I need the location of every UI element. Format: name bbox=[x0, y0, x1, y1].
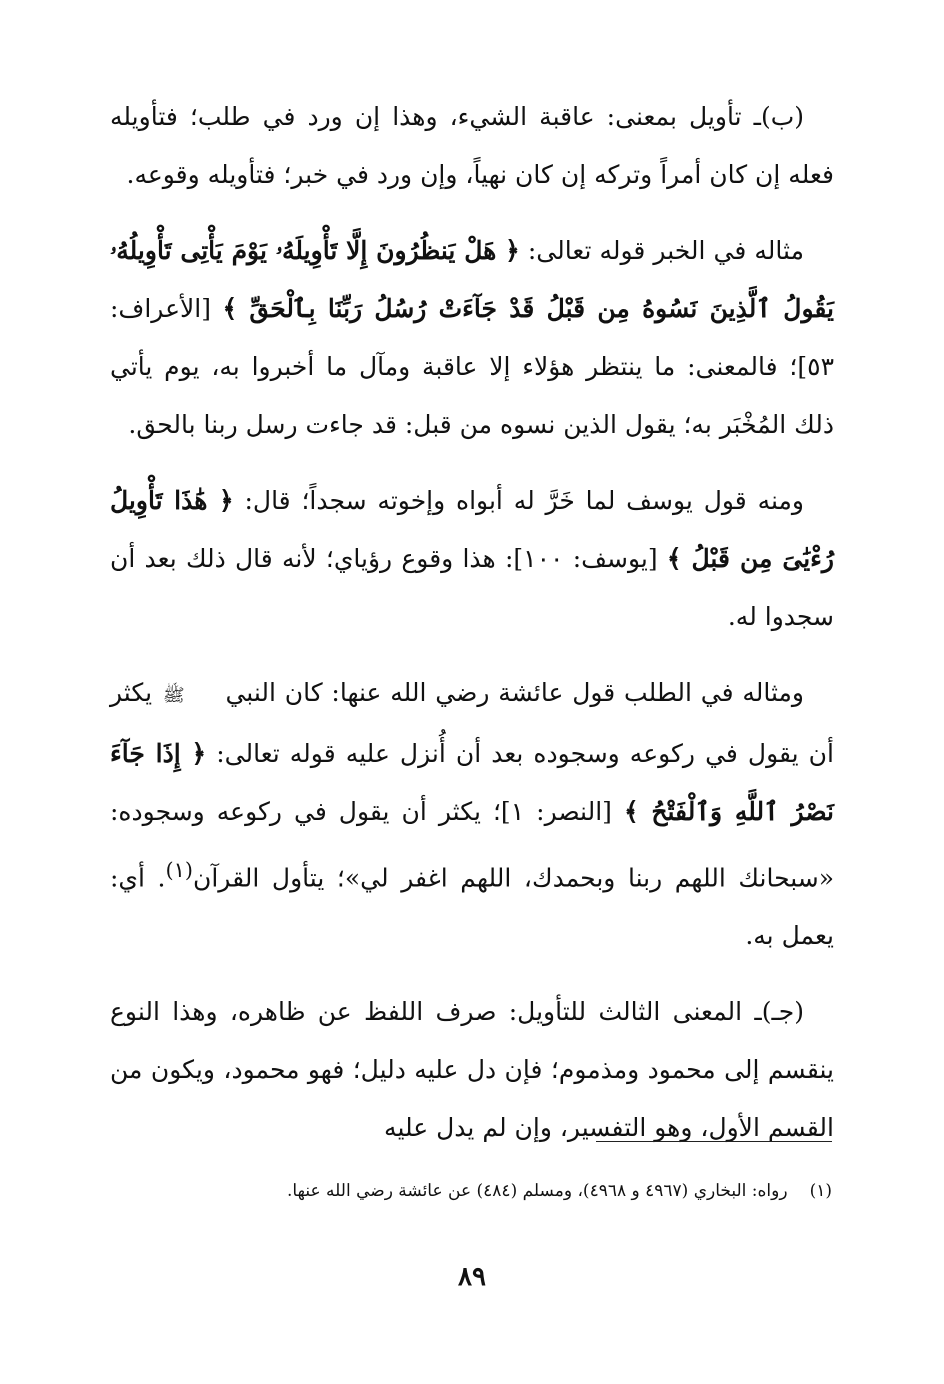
page-number: ٨٩ bbox=[458, 1262, 486, 1292]
footnote-reference: (١) bbox=[165, 858, 193, 882]
paragraph-text: (ب)ـ تأويل بمعنى: عاقبة الشيء، وهذا إن ورد في طلب؛ فتأويله فعله إن كان أمراً وتركه إن كان نهياً، وإن ورد في خبر؛ فتأويله وقوعه. bbox=[110, 102, 834, 189]
salutation-glyph: ﷺ bbox=[162, 685, 185, 706]
paragraph-yusuf-example bbox=[110, 472, 834, 646]
paragraph-text: [يوسف: ١٠٠]: هذا وقوع رؤياي؛ لأنه قال ذلك بعد أن سجدوا له. bbox=[110, 544, 834, 631]
footnote-divider bbox=[596, 1141, 832, 1142]
footnote bbox=[112, 1176, 832, 1206]
paragraph-text: [النصر: ١]؛ يكثر أن يقول في ركوعه وسجوده: «سبحانك اللهم ربنا وبحمدك، اللهم اغفر لي»؛ يتأول القرآن bbox=[110, 797, 834, 893]
main-text bbox=[110, 88, 834, 1157]
paragraph-text: مثاله في الخبر قوله تعالى: bbox=[519, 236, 804, 265]
quran-verse-an-nasr: ﴿ إِذَا جَآءَ نَصْرُ ٱللَّهِ وَٱلْفَتْحُ ﴾ bbox=[110, 739, 834, 826]
paragraph-third-meaning bbox=[110, 983, 834, 1157]
paragraph-talab-example bbox=[110, 664, 834, 965]
paragraph-text: ومثاله في الطلب قول عائشة رضي الله عنها: كان النبي bbox=[216, 678, 804, 707]
quran-verse-al-araf: ﴿ هَلْ يَنظُرُونَ إِلَّا تَأْوِيلَهُۥ يَوْمَ يَأْتِى تَأْوِيلُهُۥ يَقُولُ ٱلَّذِينَ نَسُوهُ مِن قَبْلُ قَدْ جَآءَتْ رُسُلُ رَبِّنَا بِٱلْحَقِّ ﴾ bbox=[110, 236, 834, 323]
paragraph-text: (جـ)ـ المعنى الثالث للتأويل: صرف اللفظ عن ظاهره، وهذا النوع ينقسم إلى محمود ومذموم؛ فإن دل عليه دليل؛ فهو محمود، ويكون من القسم الأول، وهو التفسير، وإن لم يدل عليه bbox=[110, 997, 834, 1143]
paragraph-text: يكثر أن يقول في ركوعه وسجوده بعد أن أُنزل عليه قوله تعالى: bbox=[110, 678, 834, 768]
paragraph-text: ومنه قول يوسف لما خَرَّ له أبواه وإخوته سجداً؛ قال: bbox=[233, 486, 804, 515]
paragraph-b-meaning bbox=[110, 88, 834, 204]
quran-verse-yusuf: ﴿ هَٰذَا تَأْوِيلُ رُءْيَٰىَ مِن قَبْلُ ﴾ bbox=[110, 486, 834, 573]
paragraph-text: [الأعراف: ٥٣]؛ فالمعنى: ما ينتظر هؤلاء إلا عاقبة ومآل ما أخبروا به، يوم يأتي ذلك المُخْبَر به؛ يقول الذين نسوه من قبل: قد جاءت رسل ربنا بالحق. bbox=[110, 294, 834, 439]
footnote-number: (١) bbox=[809, 1181, 832, 1201]
footnote-text: رواه: البخاري (٤٩٦٧ و ٤٩٦٨)، ومسلم (٤٨٤) عن عائشة رضي الله عنها. bbox=[286, 1181, 788, 1201]
paragraph-text: . أي: يعمل به. bbox=[110, 863, 834, 951]
paragraph-khabar-example bbox=[110, 222, 834, 454]
